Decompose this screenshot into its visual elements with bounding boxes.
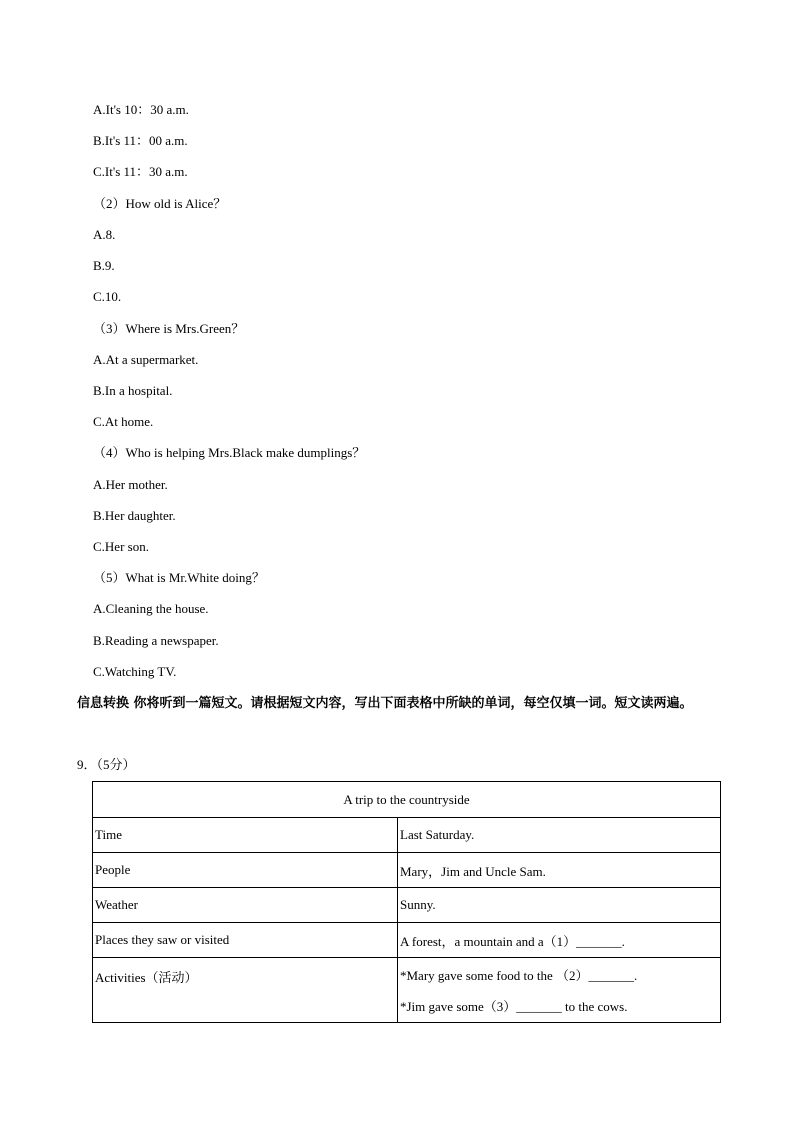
row-value-activities bbox=[398, 958, 721, 1023]
activity-line-1: *Mary gave some food to the （2）_______. bbox=[400, 968, 638, 983]
row-label-time: Time bbox=[93, 818, 398, 853]
question-4-prompt: （4）Who is helping Mrs.Black make dumplings？ bbox=[93, 445, 366, 460]
question-2-prompt: （2）How old is Alice？ bbox=[93, 196, 227, 211]
option-q5-c: C.Watching TV. bbox=[93, 664, 177, 679]
option-q3-a: A.At a supermarket. bbox=[93, 352, 199, 367]
row-label-places: Places they saw or visited bbox=[93, 923, 398, 958]
row-value-people: Mary，Jim and Uncle Sam. bbox=[398, 853, 721, 888]
question-3-prompt: （3）Where is Mrs.Green？ bbox=[93, 321, 245, 336]
section-instruction: 信息转换 你将听到一篇短文。请根据短文内容，写出下面表格中所缺的单词，每空仅填一词。短文读两遍。 bbox=[77, 696, 693, 711]
option-q5-a: A.Cleaning the house. bbox=[93, 601, 209, 616]
row-value-weather: Sunny. bbox=[398, 888, 721, 923]
option-q3-c: C.At home. bbox=[93, 414, 154, 429]
row-label-weather: Weather bbox=[93, 888, 398, 923]
row-label-activities bbox=[93, 958, 398, 1023]
option-q1-b: B.It's 11：00 a.m. bbox=[93, 133, 188, 148]
table-row bbox=[93, 923, 721, 958]
activities-label: Activities（活动） bbox=[95, 970, 198, 985]
option-q2-b: B.9. bbox=[93, 258, 115, 273]
table-row bbox=[93, 853, 721, 888]
option-q1-a: A.It's 10：30 a.m. bbox=[93, 102, 189, 117]
option-q4-a: A.Her mother. bbox=[93, 477, 168, 492]
table-row bbox=[93, 888, 721, 923]
option-q2-a: A.8. bbox=[93, 227, 116, 242]
table-title: A trip to the countryside bbox=[93, 782, 721, 818]
activity-line-2: *Jim gave some（3）_______ to the cows. bbox=[400, 999, 628, 1014]
info-table bbox=[92, 781, 721, 1023]
option-q3-b: B.In a hospital. bbox=[93, 383, 173, 398]
table-row bbox=[93, 818, 721, 853]
option-q2-c: C.10. bbox=[93, 289, 122, 304]
option-q4-b: B.Her daughter. bbox=[93, 508, 176, 523]
question-9-number: 9．（5分） bbox=[77, 757, 136, 772]
table-row bbox=[93, 958, 721, 1023]
option-q4-c: C.Her son. bbox=[93, 539, 149, 554]
option-q1-c: C.It's 11：30 a.m. bbox=[93, 164, 188, 179]
row-value-time: Last Saturday. bbox=[398, 818, 721, 853]
row-label-people: People bbox=[93, 853, 398, 888]
question-5-prompt: （5）What is Mr.White doing？ bbox=[93, 570, 265, 585]
option-q5-b: B.Reading a newspaper. bbox=[93, 633, 219, 648]
row-value-places: A forest，a mountain and a（1）_______. bbox=[398, 923, 721, 958]
